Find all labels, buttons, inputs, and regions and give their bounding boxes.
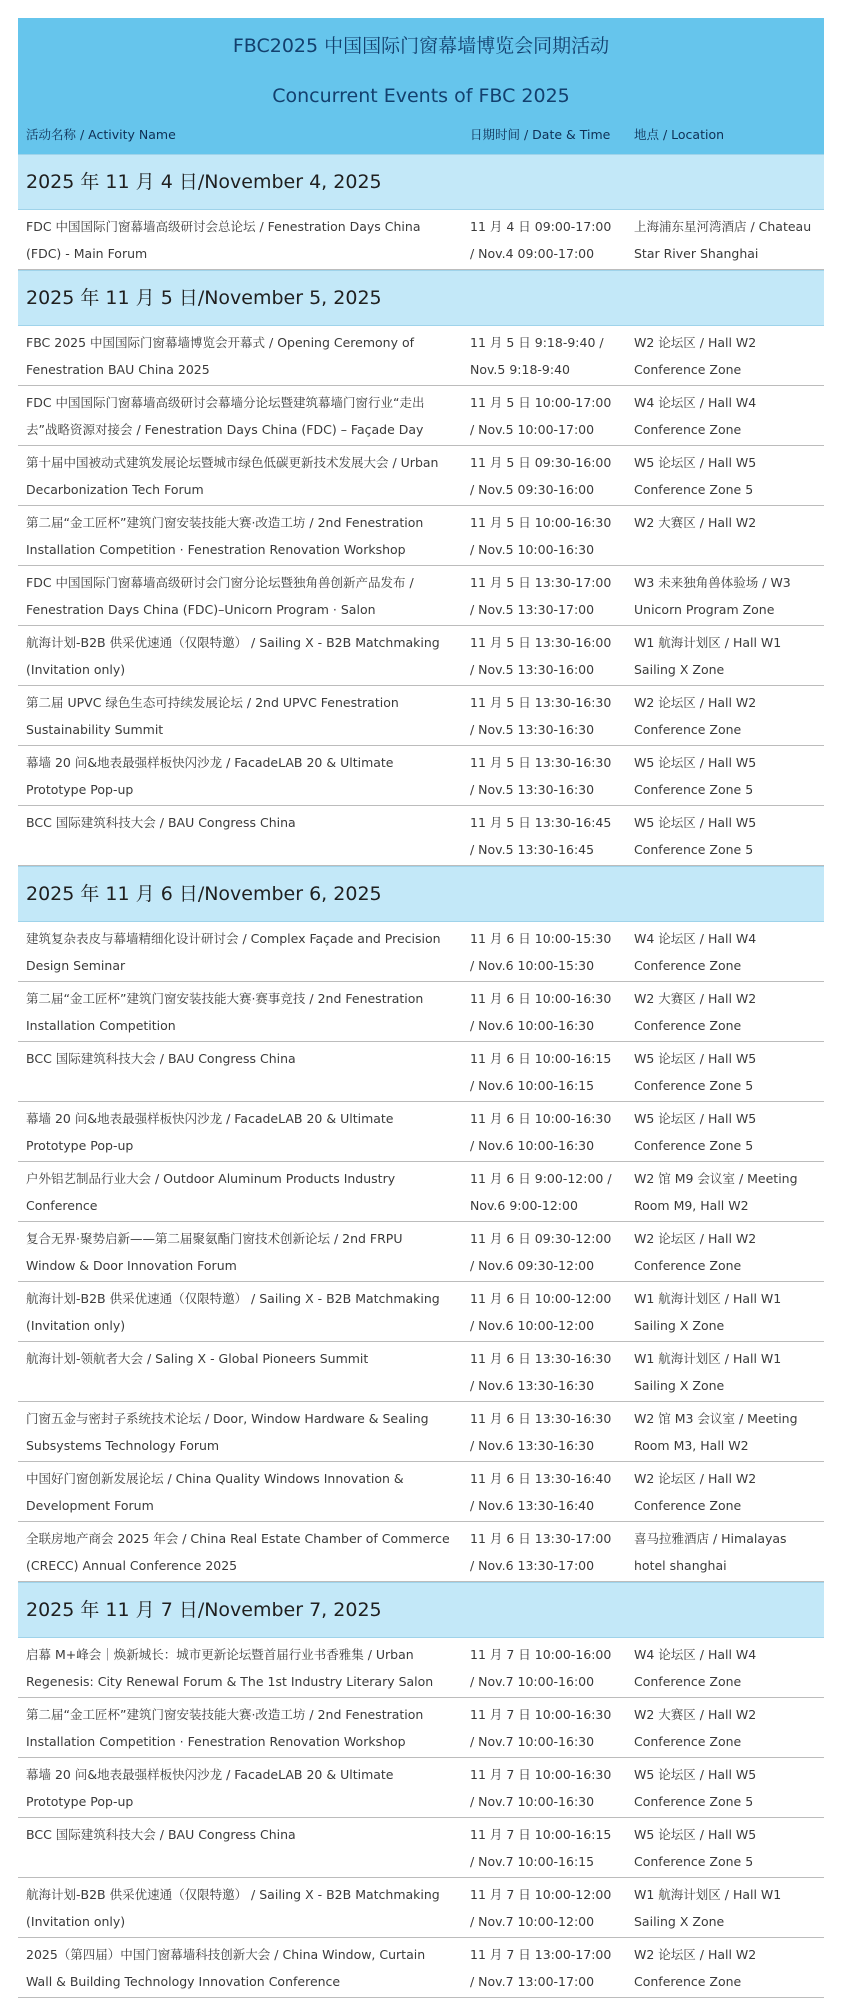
table-row <box>18 922 824 982</box>
activity-name-cell: BCC 国际建筑科技大会 / BAU Congress China <box>26 1051 296 1066</box>
table-row <box>18 1878 824 1938</box>
column-header-date: 日期时间 / Date & Time <box>470 127 611 142</box>
activity-name-cell: BCC 国际建筑科技大会 / BAU Congress China <box>26 1827 296 1842</box>
activity-name-cell: 2025（第四届）中国门窗幕墙科技创新大会 / China Window, Curtain Wall & Building Technology Innovation Conference <box>26 1947 426 1989</box>
table-body <box>18 154 824 1998</box>
date-time-cell: 11 月 5 日 13:30-16:30 / Nov.5 13:30-16:30 <box>470 755 612 797</box>
table-row <box>18 506 824 566</box>
date-time-cell: 11 月 4 日 09:00-17:00 / Nov.4 09:00-17:00 <box>470 219 612 261</box>
date-time-cell: 11 月 6 日 10:00-15:30 / Nov.6 10:00-15:30 <box>470 931 612 973</box>
activity-name-cell: 门窗五金与密封子系统技术论坛 / Door, Window Hardware & Sealing Subsystems Technology Forum <box>26 1411 429 1453</box>
table-row <box>18 1758 824 1818</box>
date-time-cell: 11 月 5 日 9:18-9:40 / Nov.5 9:18-9:40 <box>470 335 604 377</box>
column-header-location: 地点 / Location <box>634 127 725 142</box>
location-cell: W5 论坛区 / Hall W5 Conference Zone 5 <box>634 455 757 497</box>
table-row <box>18 210 824 270</box>
activity-name-cell: 幕墙 20 问&地表最强样板快闪沙龙 / FacadeLAB 20 & Ultimate Prototype Pop-up <box>26 1767 394 1809</box>
activity-name-cell: FBC 2025 中国国际门窗幕墙博览会开幕式 / Opening Ceremony of Fenestration BAU China 2025 <box>26 335 415 377</box>
location-cell: W4 论坛区 / Hall W4 Conference Zone <box>634 1647 757 1689</box>
date-time-cell: 11 月 6 日 13:30-16:40 / Nov.6 13:30-16:40 <box>470 1471 612 1513</box>
location-cell: W5 论坛区 / Hall W5 Conference Zone 5 <box>634 815 757 857</box>
date-time-cell: 11 月 7 日 10:00-16:15 / Nov.7 10:00-16:15 <box>470 1827 612 1869</box>
table-row <box>18 1222 824 1282</box>
activity-name-cell: FDC 中国国际门窗幕墙高级研讨会总论坛 / Fenestration Days China (FDC) - Main Forum <box>26 219 421 261</box>
date-time-cell: 11 月 6 日 09:30-12:00 / Nov.6 09:30-12:00 <box>470 1231 612 1273</box>
location-cell: W2 馆 M3 会议室 / Meeting Room M3, Hall W2 <box>634 1411 798 1453</box>
table-row <box>18 1402 824 1462</box>
table-row <box>18 686 824 746</box>
date-time-cell: 11 月 5 日 13:30-16:30 / Nov.5 13:30-16:30 <box>470 695 612 737</box>
activity-name-cell: 第二届“金工匠杯”建筑门窗安装技能大赛·赛事竞技 / 2nd Fenestration Installation Competition <box>26 991 424 1033</box>
table-row <box>18 1698 824 1758</box>
date-time-cell: 11 月 6 日 13:30-17:00 / Nov.6 13:30-17:00 <box>470 1531 612 1573</box>
column-header-name: 活动名称 / Activity Name <box>26 127 176 142</box>
activity-name-cell: 户外铝艺制品行业大会 / Outdoor Aluminum Products Industry Conference <box>26 1171 396 1213</box>
activity-name-cell: 全联房地产商会 2025 年会 / China Real Estate Chamber of Commerce (CRECC) Annual Conference 2025 <box>26 1531 450 1573</box>
location-cell: W2 论坛区 / Hall W2 Conference Zone <box>634 1231 757 1273</box>
location-cell: 喜马拉雅酒店 / Himalayas hotel shanghai <box>634 1531 787 1573</box>
table-row <box>18 1522 824 1582</box>
location-cell: W5 论坛区 / Hall W5 Conference Zone 5 <box>634 1767 757 1809</box>
table-row <box>18 326 824 386</box>
activity-name-cell: 建筑复杂表皮与幕墙精细化设计研讨会 / Complex Façade and Precision Design Seminar <box>26 931 441 973</box>
table-row <box>18 1818 824 1878</box>
date-time-cell: 11 月 7 日 10:00-16:30 / Nov.7 10:00-16:30 <box>470 1707 612 1749</box>
date-time-cell: 11 月 5 日 09:30-16:00 / Nov.5 09:30-16:00 <box>470 455 612 497</box>
date-time-cell: 11 月 7 日 10:00-16:30 / Nov.7 10:00-16:30 <box>470 1767 612 1809</box>
location-cell: W5 论坛区 / Hall W5 Conference Zone 5 <box>634 1051 757 1093</box>
location-cell: W2 馆 M9 会议室 / Meeting Room M9, Hall W2 <box>634 1171 798 1213</box>
location-cell: 上海浦东星河湾酒店 / Chateau Star River Shanghai <box>634 219 812 261</box>
location-cell: W4 论坛区 / Hall W4 Conference Zone <box>634 931 757 973</box>
date-time-cell: 11 月 6 日 10:00-16:30 / Nov.6 10:00-16:30 <box>470 1111 612 1153</box>
location-cell: W2 论坛区 / Hall W2 Conference Zone <box>634 335 757 377</box>
title-cn: FBC2025 中国国际门窗幕墙博览会同期活动 <box>232 35 610 57</box>
activity-name-cell: 幕墙 20 问&地表最强样板快闪沙龙 / FacadeLAB 20 & Ultimate Prototype Pop-up <box>26 755 394 797</box>
table-row <box>18 1462 824 1522</box>
date-section-header: 2025 年 11 月 7 日/November 7, 2025 <box>18 1582 824 1638</box>
location-cell: W2 大赛区 / Hall W2 Conference Zone <box>634 991 757 1033</box>
table-row <box>18 386 824 446</box>
column-header-row <box>18 116 824 154</box>
table-row <box>18 1162 824 1222</box>
location-cell: W2 论坛区 / Hall W2 Conference Zone <box>634 695 757 737</box>
location-cell: W2 大赛区 / Hall W2 <box>634 515 757 530</box>
activity-name-cell: 第二届“金工匠杯”建筑门窗安装技能大赛·改造工坊 / 2nd Fenestration Installation Competition · Fenestration Renovation Workshop <box>26 1707 424 1749</box>
date-time-cell: 11 月 5 日 13:30-17:00 / Nov.5 13:30-17:00 <box>470 575 612 617</box>
activity-name-cell: 第二届“金工匠杯”建筑门窗安装技能大赛·改造工坊 / 2nd Fenestration Installation Competition · Fenestration Renovation Workshop <box>26 515 424 557</box>
location-cell: W1 航海计划区 / Hall W1 Sailing X Zone <box>634 1887 782 1929</box>
location-cell: W2 大赛区 / Hall W2 Conference Zone <box>634 1707 757 1749</box>
title-band <box>18 18 824 116</box>
activity-name-cell: 航海计划-B2B 供采优速通（仅限特邀） / Sailing X - B2B Matchmaking (Invitation only) <box>26 1887 440 1929</box>
location-cell: W2 论坛区 / Hall W2 Conference Zone <box>634 1947 757 1989</box>
location-cell: W2 论坛区 / Hall W2 Conference Zone <box>634 1471 757 1513</box>
title-en: Concurrent Events of FBC 2025 <box>272 85 570 107</box>
table-row <box>18 626 824 686</box>
activity-name-cell: FDC 中国国际门窗幕墙高级研讨会门窗分论坛暨独角兽创新产品发布 / Fenestration Days China (FDC)–Unicorn Program · Salon <box>26 575 414 617</box>
date-time-cell: 11 月 6 日 13:30-16:30 / Nov.6 13:30-16:30 <box>470 1351 612 1393</box>
activity-name-cell: 航海计划-B2B 供采优速通（仅限特邀） / Sailing X - B2B Matchmaking (Invitation only) <box>26 635 440 677</box>
events-table <box>18 18 824 1998</box>
location-cell: W5 论坛区 / Hall W5 Conference Zone 5 <box>634 1827 757 1869</box>
table-row <box>18 1342 824 1402</box>
activity-name-cell: 第二届 UPVC 绿色生态可持续发展论坛 / 2nd UPVC Fenestration Sustainability Summit <box>26 695 399 737</box>
date-time-cell: 11 月 7 日 13:00-17:00 / Nov.7 13:00-17:00 <box>470 1947 612 1989</box>
date-time-cell: 11 月 6 日 10:00-12:00 / Nov.6 10:00-12:00 <box>470 1291 612 1333</box>
date-time-cell: 11 月 5 日 10:00-16:30 / Nov.5 10:00-16:30 <box>470 515 612 557</box>
date-time-cell: 11 月 5 日 13:30-16:45 / Nov.5 13:30-16:45 <box>470 815 612 857</box>
date-time-cell: 11 月 5 日 13:30-16:00 / Nov.5 13:30-16:00 <box>470 635 612 677</box>
date-time-cell: 11 月 6 日 9:00-12:00 / Nov.6 9:00-12:00 <box>470 1171 612 1213</box>
activity-name-cell: 复合无界·聚势启新——第二届聚氨酯门窗技术创新论坛 / 2nd FRPU Window & Door Innovation Forum <box>26 1231 403 1273</box>
location-cell: W5 论坛区 / Hall W5 Conference Zone 5 <box>634 755 757 797</box>
date-time-cell: 11 月 7 日 10:00-16:00 / Nov.7 10:00-16:00 <box>470 1647 612 1689</box>
table-row <box>18 1042 824 1102</box>
location-cell: W1 航海计划区 / Hall W1 Sailing X Zone <box>634 1351 782 1393</box>
table-row <box>18 1638 824 1698</box>
location-cell: W4 论坛区 / Hall W4 Conference Zone <box>634 395 757 437</box>
location-cell: W3 未来独角兽体验场 / W3 Unicorn Program Zone <box>634 575 791 617</box>
activity-name-cell: 中国好门窗创新发展论坛 / China Quality Windows Innovation & Development Forum <box>26 1471 404 1513</box>
table-row <box>18 446 824 506</box>
date-section-header: 2025 年 11 月 6 日/November 6, 2025 <box>18 866 824 922</box>
table-row <box>18 566 824 626</box>
activity-name-cell: 第十届中国被动式建筑发展论坛暨城市绿色低碳更新技术发展大会 / Urban Decarbonization Tech Forum <box>26 455 439 497</box>
table-row <box>18 1938 824 1998</box>
activity-name-cell: FDC 中国国际门窗幕墙高级研讨会幕墙分论坛暨建筑幕墙门窗行业“走出去”战略资源对接会 / Fenestration Days China (FDC) – Façade Day <box>26 395 425 437</box>
activity-name-cell: BCC 国际建筑科技大会 / BAU Congress China <box>26 815 296 830</box>
activity-name-cell: 幕墙 20 问&地表最强样板快闪沙龙 / FacadeLAB 20 & Ultimate Prototype Pop-up <box>26 1111 394 1153</box>
table-row <box>18 1282 824 1342</box>
date-time-cell: 11 月 7 日 10:00-12:00 / Nov.7 10:00-12:00 <box>470 1887 612 1929</box>
date-time-cell: 11 月 6 日 10:00-16:30 / Nov.6 10:00-16:30 <box>470 991 612 1033</box>
date-time-cell: 11 月 6 日 10:00-16:15 / Nov.6 10:00-16:15 <box>470 1051 612 1093</box>
location-cell: W1 航海计划区 / Hall W1 Sailing X Zone <box>634 1291 782 1333</box>
activity-name-cell: 航海计划-B2B 供采优速通（仅限特邀） / Sailing X - B2B Matchmaking (Invitation only) <box>26 1291 440 1333</box>
table-row <box>18 982 824 1042</box>
activity-name-cell: 启幕 M+峰会｜焕新城长：城市更新论坛暨首届行业书香雅集 / Urban Regenesis: City Renewal Forum & The 1st Industry Literary Salon <box>26 1647 434 1689</box>
table-row <box>18 806 824 866</box>
date-section-header: 2025 年 11 月 4 日/November 4, 2025 <box>18 154 824 210</box>
date-time-cell: 11 月 6 日 13:30-16:30 / Nov.6 13:30-16:30 <box>470 1411 612 1453</box>
table-row <box>18 1102 824 1162</box>
date-time-cell: 11 月 5 日 10:00-17:00 / Nov.5 10:00-17:00 <box>470 395 612 437</box>
table-row <box>18 746 824 806</box>
location-cell: W5 论坛区 / Hall W5 Conference Zone 5 <box>634 1111 757 1153</box>
location-cell: W1 航海计划区 / Hall W1 Sailing X Zone <box>634 635 782 677</box>
date-section-header: 2025 年 11 月 5 日/November 5, 2025 <box>18 270 824 326</box>
activity-name-cell: 航海计划-领航者大会 / Saling X - Global Pioneers Summit <box>26 1351 369 1366</box>
